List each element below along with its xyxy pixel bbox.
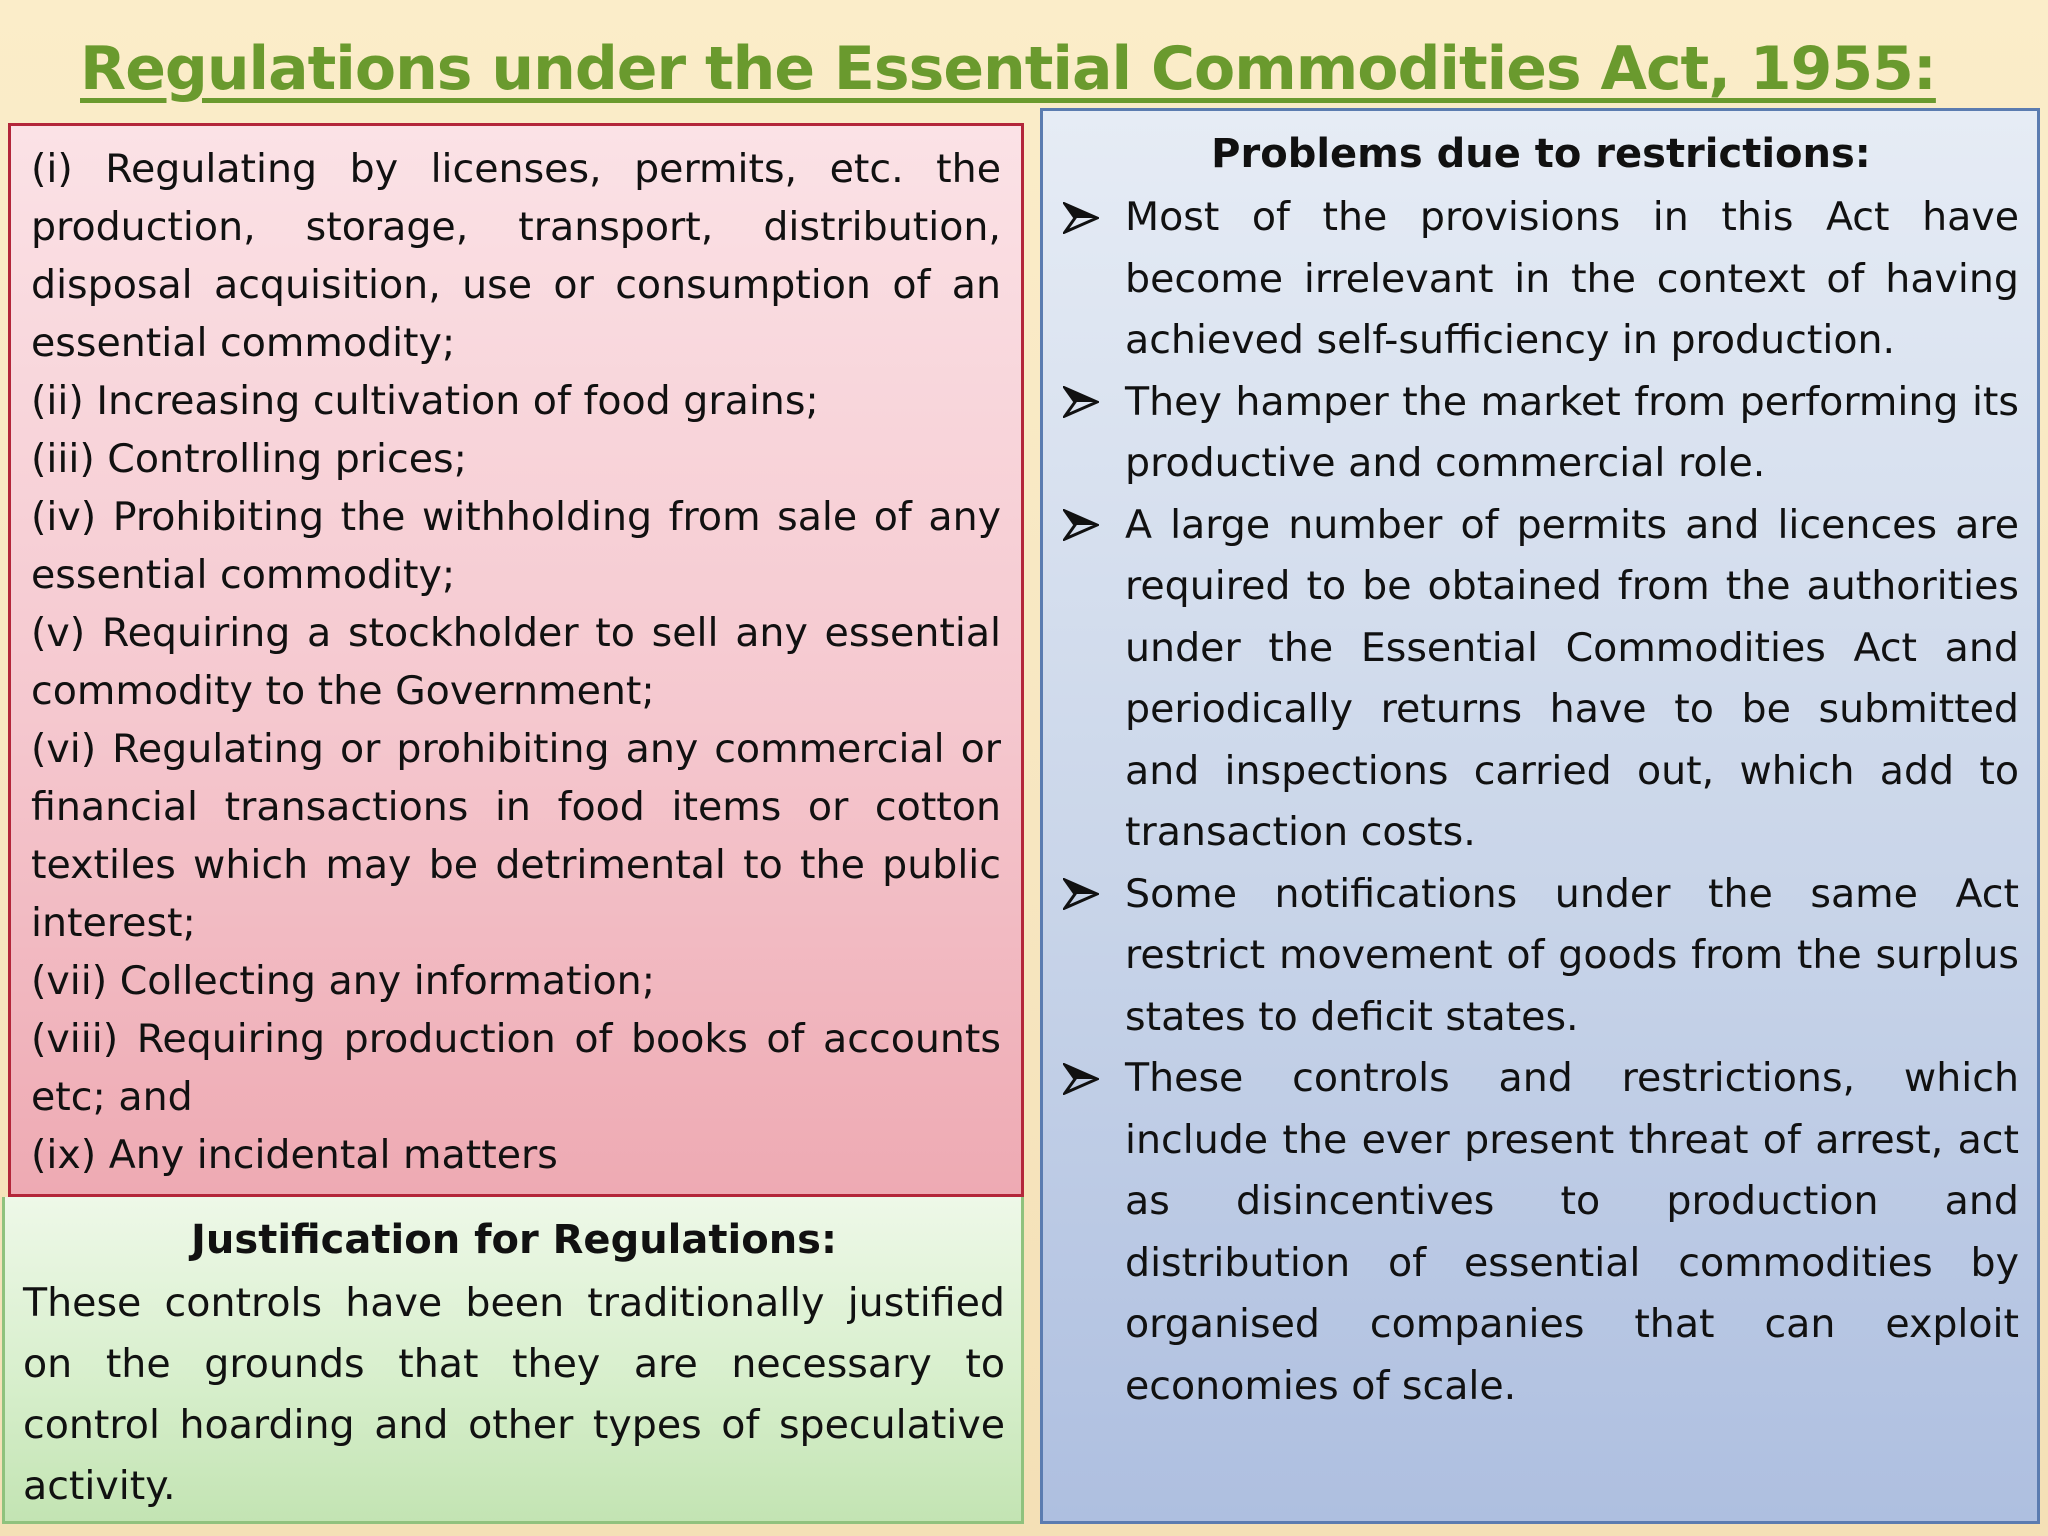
problem-item <box>1063 1048 2019 1417</box>
slide-title: Regulations under the Essential Commodities Act, 1955: <box>80 34 1936 104</box>
problem-item <box>1063 372 2019 495</box>
justification-panel <box>2 1197 1024 1524</box>
problem-item-text: A large number of permits and licences are required to be obtained from the authorities under the Essential Commodities Act and periodically returns have to be submitted and inspections carried out, which add to transaction costs. <box>1125 501 2019 855</box>
problems-panel <box>1040 108 2040 1524</box>
arrowhead-bullet-icon <box>1063 187 1103 248</box>
arrowhead-bullet-icon <box>1063 495 1103 556</box>
problem-item-text: They hamper the market from performing its productive and commercial role. <box>1125 378 2019 486</box>
problem-item <box>1063 495 2019 864</box>
regulation-item: (vi) Regulating or prohibiting any commercial or financial transactions in food items or cotton textiles which may be detrimental to the public interest; <box>31 726 1001 946</box>
regulation-item: (vii) Collecting any information; <box>31 958 655 1004</box>
arrowhead-bullet-icon <box>1063 372 1103 433</box>
problem-item-text: Most of the provisions in this Act have become irrelevant in the context of having achieved self-sufficiency in production. <box>1125 194 2019 363</box>
problems-heading: Problems due to restrictions: <box>1211 131 1871 177</box>
regulation-item: (iii) Controlling prices; <box>31 436 467 482</box>
problem-item <box>1063 864 2019 1049</box>
arrowhead-bullet-icon <box>1063 1048 1103 1109</box>
regulations-list <box>31 140 1001 1184</box>
problems-list <box>1063 187 2019 1417</box>
regulation-item: (i) Regulating by licenses, permits, etc. the production, storage, transport, distribution, disposal acquisition, use or consumption of an essential commodity; <box>31 146 1001 366</box>
justification-heading: Justification for Regulations: <box>191 1217 837 1263</box>
problem-item <box>1063 187 2019 372</box>
regulations-panel <box>8 123 1024 1197</box>
problem-item-text: Some notifications under the same Act restrict movement of goods from the surplus states to deficit states. <box>1125 870 2019 1040</box>
arrowhead-bullet-icon <box>1063 864 1103 925</box>
regulation-item: (ix) Any incidental matters <box>31 1132 558 1178</box>
regulation-item: (v) Requiring a stockholder to sell any essential commodity to the Government; <box>31 610 1001 714</box>
problem-item-text: These controls and restrictions, which include the ever present threat of arrest, act as disincentives to production and distribution of essential commodities by organised companies that can exploit economies of scale. <box>1125 1055 2019 1409</box>
regulation-item: (ii) Increasing cultivation of food grains; <box>31 378 819 424</box>
regulation-item: (iv) Prohibiting the withholding from sale of any essential commodity; <box>31 494 1001 598</box>
justification-text: These controls have been traditionally justified on the grounds that they are necessary to control hoarding and other types of speculative activity. <box>23 1280 1005 1509</box>
regulation-item: (viii) Requiring production of books of accounts etc; and <box>31 1016 1001 1120</box>
